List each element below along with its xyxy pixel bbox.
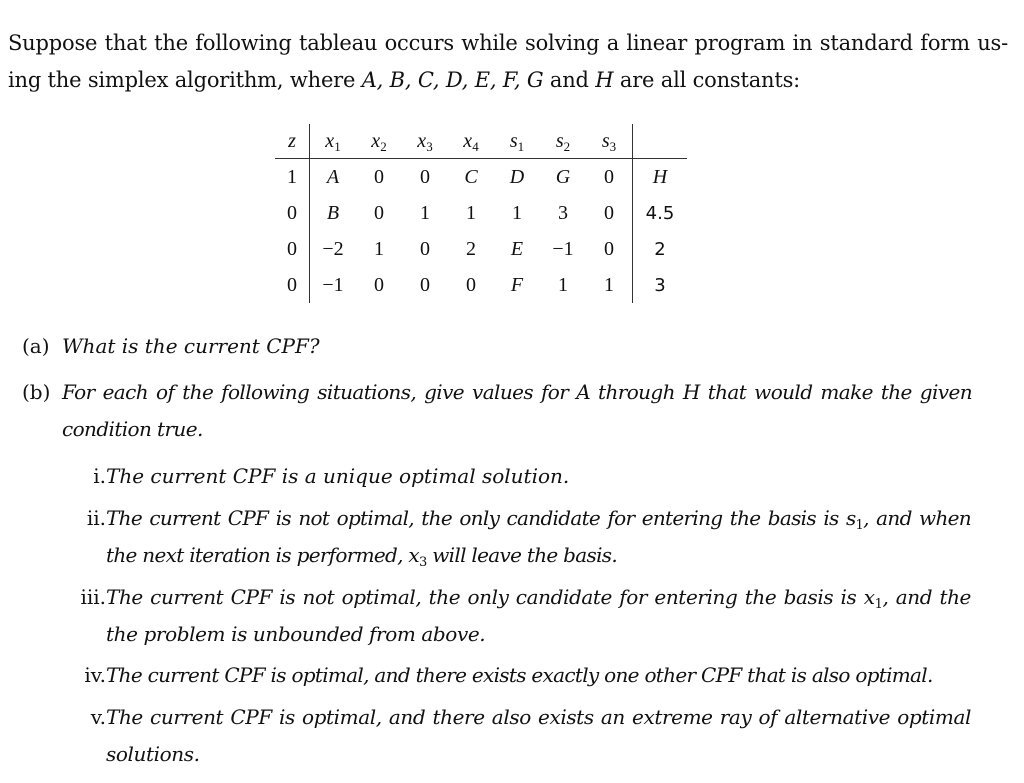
intro-text: Suppose that the following tableau occurs while solving a linear program in standard form us-ing the simplex algorithm, where (8, 31, 1008, 92)
table-cell: A (326, 165, 340, 188)
subquestion-v (0, 699, 980, 773)
table-cell: 0 (420, 165, 430, 188)
question-a-text: What is the current CPF? (62, 334, 320, 358)
subquestion-text-post: will leave the basis. (426, 543, 617, 567)
table-cell: 0 (420, 273, 430, 296)
subquestion-text: The current CPF is optimal, and there also exists an extreme ray of alternative optimal solutions. (106, 705, 971, 766)
table-cell: 0 (604, 237, 614, 260)
table-cell: 4.5 (633, 195, 688, 231)
table-cell: 1 (275, 159, 310, 196)
subquestion-text (106, 579, 971, 653)
table-cell: F (510, 273, 524, 296)
table-cell: 3 (558, 201, 568, 224)
subquestion-label: ii. (86, 506, 106, 530)
table-cell: E (510, 237, 524, 260)
table-cell: 0 (374, 273, 384, 296)
intro-constants: A, B, C, D, E, F, G (361, 68, 544, 92)
subquestion-iii (0, 579, 980, 653)
table-cell: H (633, 159, 688, 196)
subquestion-label: iii. (80, 585, 106, 609)
table-cell: 0 (275, 231, 310, 267)
tableau-row (275, 231, 687, 267)
table-cell: 0 (275, 195, 310, 231)
tableau-row (275, 159, 687, 196)
subquestion-text-pre: The current CPF is not optimal, the only candidate for entering the basis is (106, 506, 846, 530)
table-cell: 3 (633, 267, 688, 303)
question-b-text: For each of the following situations, give values for A through H that would make the given condition true. (62, 380, 972, 441)
question-a-label: (a) (22, 334, 50, 358)
table-cell: 0 (604, 201, 614, 224)
table-cell: 1 (558, 273, 568, 296)
table-cell: 2 (633, 231, 688, 267)
table-cell: 1 (374, 237, 384, 260)
header-x3: $x_3$ (402, 124, 448, 159)
question-b-label: (b) (22, 380, 51, 404)
subquestion-iv (0, 657, 980, 694)
table-cell: 2 (466, 237, 476, 260)
table-cell: 0 (374, 165, 384, 188)
table-cell: 1 (604, 273, 614, 296)
table-cell: G (555, 165, 571, 188)
table-cell: −2 (322, 237, 344, 260)
variable-x3: $x_3$ (408, 543, 427, 570)
table-cell: −1 (552, 237, 574, 260)
subquestion-label: v. (90, 705, 106, 729)
subquestion-label: iv. (84, 663, 106, 687)
table-cell: B (326, 201, 340, 224)
subquestion-text: The current CPF is optimal, and there exists exactly one other CPF that is also optimal. (106, 663, 933, 687)
intro-constant-h: H (595, 68, 614, 92)
subquestion-text-pre: The current CPF is not optimal, the only candidate for entering the basis is (106, 585, 864, 609)
table-cell: 1 (466, 201, 476, 224)
header-x1: $x_1$ (310, 124, 357, 159)
header-z: z (275, 124, 310, 159)
intro-and: and (543, 68, 596, 92)
table-cell: 0 (374, 201, 384, 224)
table-cell: −1 (322, 273, 344, 296)
simplex-tableau (275, 124, 687, 303)
intro-text-end: are all constants: (613, 68, 801, 92)
table-cell: 0 (604, 165, 614, 188)
header-s1: $s_1$ (494, 124, 540, 159)
header-s3: $s_3$ (586, 124, 633, 159)
problem-intro (8, 25, 1008, 99)
subquestion-text: The current CPF is a unique optimal solution. (106, 464, 570, 488)
table-cell: 1 (512, 201, 522, 224)
tableau-row (275, 267, 687, 303)
tableau-table (275, 124, 687, 303)
table-cell: 0 (275, 267, 310, 303)
header-x4: $x_4$ (448, 124, 494, 159)
tableau-row (275, 195, 687, 231)
table-cell: 0 (466, 273, 476, 296)
table-cell: 0 (420, 237, 430, 260)
tableau-header-row (275, 124, 687, 159)
table-cell: 1 (420, 201, 430, 224)
variable-x1: $x_1$ (863, 585, 883, 612)
subquestion-label: i. (93, 464, 106, 488)
question-b (22, 374, 972, 448)
subquestion-text-post: , and the the problem is unbounded from above. (106, 585, 971, 646)
subquestion-ii (0, 500, 980, 574)
header-s2: $s_2$ (540, 124, 586, 159)
subquestion-i (0, 458, 980, 495)
subquestion-text (106, 500, 971, 574)
table-cell: D (509, 165, 525, 188)
question-a (22, 328, 982, 365)
header-rhs (633, 124, 688, 159)
table-cell: C (464, 165, 478, 188)
subquestion-text-mid: , and when the next iteration is performed, (106, 506, 971, 567)
header-x2: $x_2$ (356, 124, 402, 159)
variable-s1: $s_1$ (845, 506, 864, 533)
